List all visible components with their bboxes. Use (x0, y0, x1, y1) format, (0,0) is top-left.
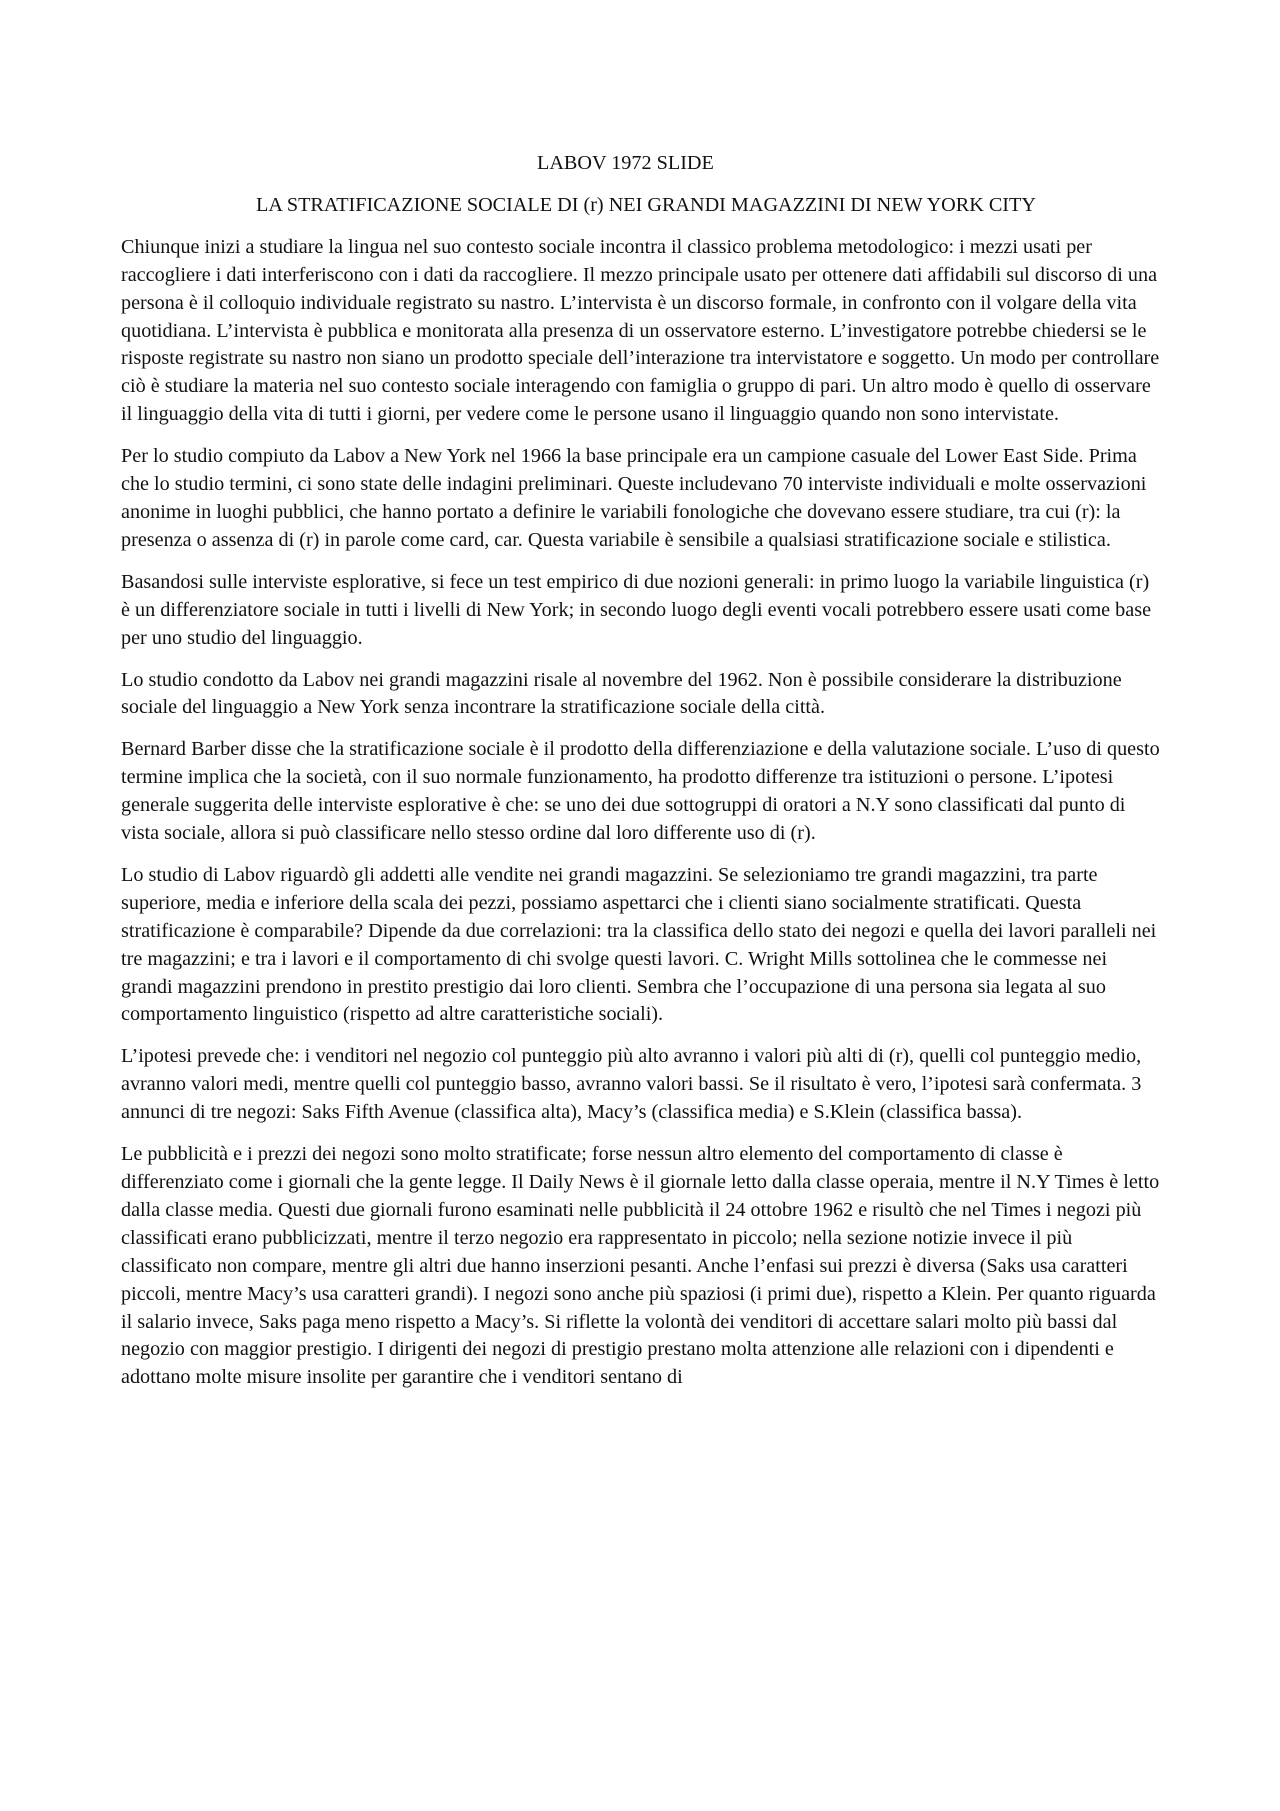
document-subtitle: LA STRATIFICAZIONE SOCIALE DI (r) NEI GRANDI MAGAZZINI DI NEW YORK CITY (256, 193, 1036, 216)
paragraph-sales-staff: Lo studio di Labov riguardò gli addetti alle vendite nei grandi magazzini. Se selezioniamo tre grandi magazzini, tra parte superiore, media e inferiore della scala dei pezzi, possiamo aspettarci che i clienti siano socialmente stratificati. Questa stratificazione è comparabile? Dipende da due correlazioni: tra la classifica dello stato dei negozi e quella dei lavori paralleli nei tre magazzini; e tra i lavori e il comportamento di chi svolge questi lavori. C. Wright Mills sottolinea che le commesse nei grandi magazzini prendono in prestito prestigio dai loro clienti. Sembra che l’occupazione di una persona sia legata al suo comportamento linguistico (rispetto ad altre caratteristiche sociali). (121, 863, 1157, 1026)
paragraph-lower-east-side-study: Per lo studio compiuto da Labov a New York nel 1966 la base principale era un campione casuale del Lower East Side. Prima che lo studio termini, ci sono state delle indagini preliminari. Queste includevano 70 interviste individuali e molte osservazioni anonime in luoghi pubblici, che hanno portato a definire le variabili fonologiche che dovevano essere studiare, tra cui (r): la presenza o assenza di (r) in parole come card, car. Questa variabile è sensibile a qualsiasi stratificazione sociale e stilistica. (121, 445, 1147, 551)
document-title: LABOV 1972 SLIDE (537, 152, 714, 174)
paragraph-intro-methodology: Chiunque inizi a studiare la lingua nel suo contesto sociale incontra il classico problema metodologico: i mezzi usati per raccogliere i dati interferiscono con i dati da raccogliere. Il mezzo principale usato per ottenere dati affidabili sul discorso di una persona è il colloquio individuale registrato su nastro. L’intervista è un discorso formale, in confronto con il volgare della vita quotidiana. L’intervista è pubblica e monitorata alla presenza di un osservatore esterno. L’investigatore potrebbe chiedersi se le risposte registrate su nastro non siano un prodotto speciale dell’interazione tra intervistatore e soggetto. Un modo per controllare ciò è studiare la materia nel suo contesto sociale interagendo con famiglia o gruppo di pari. Un altro modo è quello di osservare il linguaggio della vita di tutti i giorni, per vedere come le persone usano il linguaggio quando non sono intervistate. (121, 235, 1160, 426)
document-page (121, 150, 1161, 1392)
paragraph-empirical-test: Basandosi sulle interviste esplorative, si fece un test empirico di due nozioni generali: in primo luogo la variabile linguistica (r) è un differenziatore sociale in tutti i livelli di New York; in secondo luogo degli eventi vocali potrebbero essere usati come base per uno studio del linguaggio. (121, 570, 1152, 649)
paragraph-hypothesis: L’ipotesi prevede che: i venditori nel negozio col punteggio più alto avranno i valori più alti di (r), quelli col punteggio medio, avranno valori medi, mentre quelli col punteggio basso, avranno valori bassi. Se il risultato è vero, l’ipotesi sarà confermata. 3 annunci di tre negozi: Saks Fifth Avenue (classifica alta), Macy’s (classifica media) e S.Klein (classifica bassa). (121, 1045, 1142, 1124)
paragraph-barber-stratification: Bernard Barber disse che la stratificazione sociale è il prodotto della differenziazione e della valutazione sociale. L’uso di questo termine implica che la società, con il suo normale funzionamento, ha prodotto differenze tra istituzioni o persone. L’ipotesi generale suggerita delle interviste esplorative è che: se uno dei due sottogruppi di oratori a N.Y sono classificati dal punto di vista sociale, allora si può classificare nello stesso ordine dal loro differente uso di (r). (121, 738, 1160, 845)
paragraph-advertising-prices: Le pubblicità e i prezzi dei negozi sono molto stratificate; forse nessun altro elemento del comportamento di classe è differenziato come i giornali che la gente legge. Il Daily News è il giornale letto dalla classe operaia, mentre il N.Y Times è letto dalla classe media. Questi due giornali furono esaminati nelle pubblicità il 24 ottobre 1962 e risultò che nel Times i negozi più classificati erano pubblicizzati, mentre il terzo negozio era rappresentato in piccolo; nella sezione notizie invece il più classificato non compare, mentre gli altri due hanno inserzioni pesanti. Anche l’enfasi sui prezzi è diversa (Saks usa caratteri piccoli, mentre Macy’s usa caratteri grandi). I negozi sono anche più spaziosi (i primi due), rispetto a Klein. Per quanto riguarda il salario invece, Saks paga meno rispetto a Macy’s. Si riflette la volontà dei venditori di accettare salari molto più bassi dal negozio con maggior prestigio. I dirigenti dei negozi di prestigio prestano molta attenzione alle relazioni con i dipendenti e adottano molte misure insolite per garantire che i venditori sentano di (121, 1143, 1160, 1389)
paragraph-department-store-study: Lo studio condotto da Labov nei grandi magazzini risale al novembre del 1962. Non è possibile considerare la distribuzione sociale del linguaggio a New York senza incontrare la stratificazione sociale della città. (121, 668, 1122, 719)
